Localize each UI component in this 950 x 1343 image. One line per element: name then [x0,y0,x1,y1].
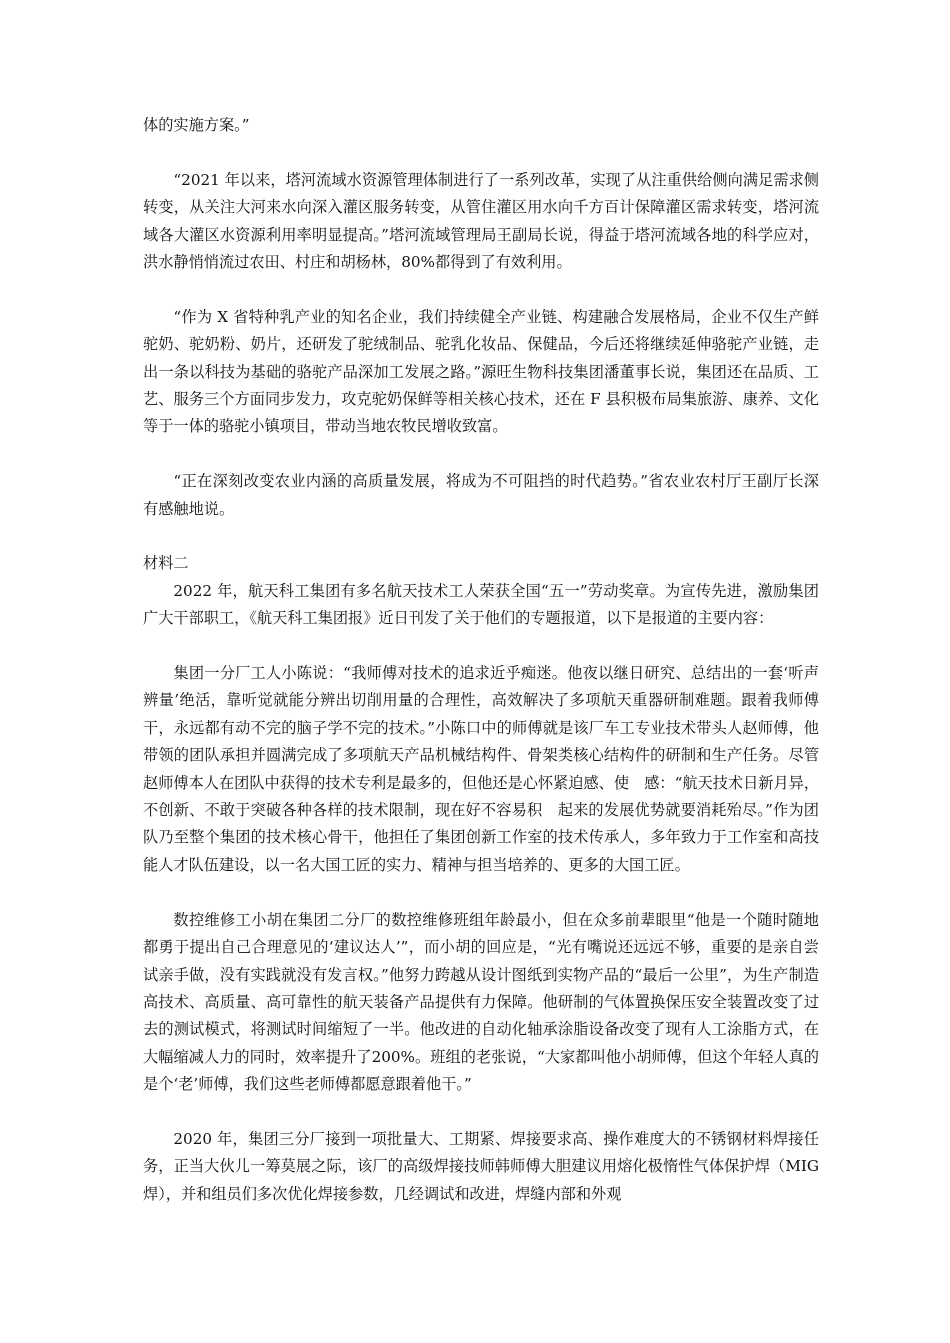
paragraph-gap [143,139,819,166]
paragraph-camel-milk-enterprise: “作为 X 省特种乳产业的知名企业，我们持续健全产业链、构建融合发展格局，企业不仅生产鲜驼奶、驼奶粉、奶片，还研发了驼绒制品、驼乳化妆品、保健品，今后还将继续延伸骆驼产业链，走出一条以科技为基础的骆驼产品深加工发展之路。”源旺生物科技集团潘董事长说，集团还在品质、工艺、服务三个方面同步发力，攻克驼奶保鲜等相关核心技术，还在 F 县积极布局集旅游、康养、文化等于一体的骆驼小镇项目，带动当地农牧民增收致富。 [143,307,819,436]
paragraph-gap [143,879,819,906]
document-page [143,112,819,1208]
paragraph-gap [143,523,819,550]
paragraph-gap [143,1099,819,1126]
paragraph-gap [143,441,819,468]
paragraph-agriculture-quote: “正在深刻改变农业内涵的高质量发展，将成为不可阻挡的时代趋势。”省农业农村厅王副厅长深有感触地说。 [143,472,819,518]
section-label: 材料二 [143,554,189,573]
paragraph-tarim-water-reform: “2021 年以来，塔河流域水资源管理体制进行了一系列改革，实现了从注重供给侧向满足需求侧转变，从关注大河来水向深入灌区服务转变，从管住灌区用水向千方百计保障灌区需求转变，塔河流域各大灌区水资源利用率明显提高。”塔河流域管理局王副局长说，得益于塔河流域各地的科学应对，洪水静悄悄流过农田、村庄和胡杨林，80%都得到了有效利用。 [143,170,819,272]
paragraph-continuation: 体的实施方案。” [143,116,250,134]
paragraph-xiao-hu: 数控维修工小胡在集团二分厂的数控维修班组年龄最小，但在众多前辈眼里“他是一个随时随地都勇于提出自己合理意见的‘建议达人’”，而小胡的回应是，“光有嘴说还远远不够，重要的是亲自尝试亲手做，没有实践就没有发言权。”他努力跨越从设计图纸到实物产品的“最后一公里”，为生产制造高技术、高质量、高可靠性的航天装备产品提供有力保障。他研制的气体置换保压安全装置改变了过去的测试模式，将测试时间缩短了一半。他改进的自动化轴承涂脂设备改变了现有人工涂脂方式，在大幅缩减人力的同时，效率提升了200%。班组的老张说，“大家都叫他小胡师傅，但这个年轻人真的是个‘老’师傅，我们这些老师傅都愿意跟着他干。” [143,910,819,1094]
paragraph-gap [143,276,819,303]
paragraph-gap [143,633,819,660]
paragraph-master-zhao: 集团一分厂工人小陈说：“我师傅对技术的追求近乎痴迷。他夜以继日研究、总结出的一套‘听声辨量’绝活，靠听觉就能分辨出切削用量的合理性，高效解决了多项航天重器研制难题。跟着我师傅干，永远都有动不完的脑子学不完的技术。”小陈口中的师傅就是该厂车工专业技术带头人赵师傅，他带领的团队承担并圆满完成了多项航天产品机械结构件、骨架类核心结构件的研制和生产任务。尽管赵师傅本人在团队中获得的技术专利是最多的，但他还是心怀紧迫感、使 感：“航天技术日新月异，不创新、不敢于突破各种各样的技术限制，现在好不容易积 起来的发展优势就要消耗殆尽。”作为团队乃至整个集团的技术核心骨干，他担任了集团创新工作室的技术传承人，多年致力于工作室和高技能人才队伍建设，以一名大国工匠的实力、精神与担当培养的、更多的大国工匠。 [143,664,820,874]
paragraph-welding-han: 2020 年，集团三分厂接到一项批量大、工期紧、焊接要求高、操作难度大的不锈钢材料焊接任务，正当大伙儿一筹莫展之际，该厂的高级焊接技师韩师傅大胆建议用熔化极惰性气体保护焊（MIG 焊），并和组员们多次优化焊接参数，几经调试和改进，焊缝内部和外观 [143,1129,819,1203]
paragraph-aerospace-intro: 2022 年，航天科工集团有多名航天技术工人荣获全国“五一”劳动奖章。为宣传先进，激励集团广大干部职工，《航天科工集团报》近日刊发了关于他们的专题报道，以下是报道的主要内容： [143,581,819,628]
